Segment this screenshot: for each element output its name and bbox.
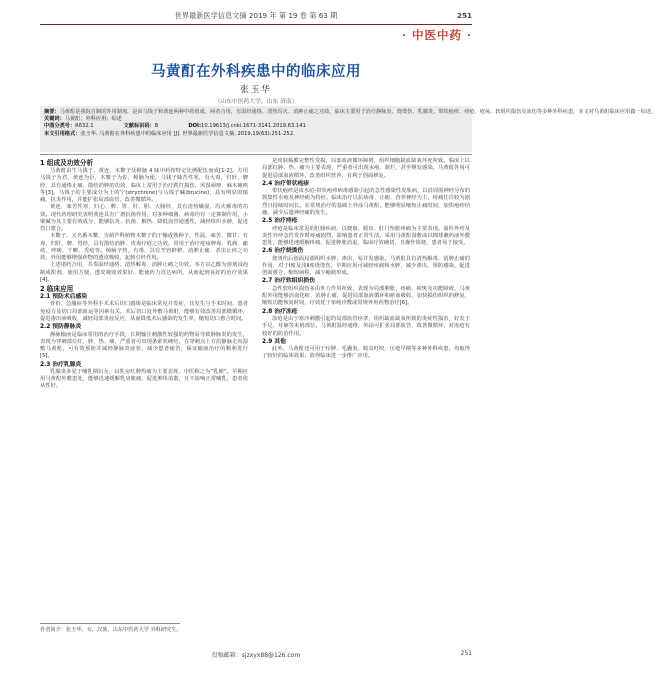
subsection-heading: 2.3 治疗乳腺炎: [40, 361, 82, 368]
paragraph: 是皮肤黏膜完整性受损，局部血液循环障碍，组织细胞缺血缺氧坏死所致。临床上以局部红肿、热、痛为主要表现，严重者可出现水疱、溃烂，甚至继发感染。马黄酊外用可促进局部血液循环，改善组织营养，有利于创面修复。: [262, 158, 470, 179]
journal-name: 世界最新医学信息文摘 2019 年 第 19 卷 第 63 期: [174, 11, 338, 20]
running-header: [40, 11, 472, 23]
header-page-number: 251: [456, 11, 472, 20]
citation-label: 本文引用格式：: [44, 130, 81, 137]
section-heading: 2 临床应用: [40, 285, 74, 293]
citation-line: [44, 131, 468, 138]
footnote-rule: [40, 623, 180, 624]
subsection-heading: 2.1 预防术后感染: [40, 294, 88, 300]
paragraph: 骨折、急腹症等外科手术术后切口感染是临床常见并发症，其发生与手术时间、患者免疫力及切口局部血运等因素有关。术后切口处外敷马黄酊，能够有效改善局部微循环，促进渗出液吸收，减轻局部炎症反应，从而降低术后感染的发生率，缩短切口愈合时间。: [40, 301, 248, 322]
subsection-heading: 2.6 治疗烧烫伤: [262, 248, 304, 255]
clc-value: R632.1: [75, 123, 94, 130]
paragraph: 静脉输液是临床常用的治疗手段，长期输注刺激性较强的药物易导致静脉炎的发生，表现为穿刺部位红、肿、热、痛，严重者可出现条索状硬结。在穿刺点上方沿静脉走向湿敷马黄酊，可有效预防并减轻静脉炎症状，减少患者痛苦，保证输液治疗的顺利进行[5]。: [40, 331, 248, 360]
doc-code-value: B: [154, 123, 159, 130]
paragraph: 乳腺炎多见于哺乳期妇女，以乳房红肿热痛为主要表现，中医称之为“乳痈”。早期应用马黄酊外敷患处，能够迅速缓解乳房胀痛，促进肿块消散，且不影响正常哺乳，患者依从性好。: [40, 368, 248, 390]
article-title: 马黄酊在外科疾患中的临床应用: [151, 64, 361, 80]
column-label: [402, 27, 472, 43]
paragraph: 急性软组织损伤多由外力作用所致，表现为局部肿胀、疼痛、瘀斑及功能障碍。马黄酊外用能够活血化瘀、消肿止痛，促进局部血液循环和瘀血吸收，加快损伤组织的修复，缩短功能恢复时间，疗效优于单纯冷敷或常规外用药物治疗[6]。: [262, 285, 470, 307]
doi-label: DOI:: [188, 123, 202, 130]
paragraph: 带状疱疹是由水痘-带状疱疹病毒感染引起的急性感染性皮肤病，以沿周围神经分布的簇集性水疱及神经痛为特征。临床治疗以抗病毒、止痛、营养神经为主，疼痛往往较为剧烈且持续时间长。在常规治疗的基础上外涂马黄酊，能够明显缩短止痛时间，加快疱疹结痂，减少后遗神经痛的发生。: [262, 188, 470, 216]
column-label-text: 中医中药: [411, 28, 462, 42]
paragraph: 马黄酊由生马钱子、黄连、木鳖子及樟脑 4 味中药按特定比例配伍而成[1-2]。方用马钱子为君，黄连为臣，木鳖子为佐，樟脑为使。马钱子味苦性寒，有大毒，归肝、脾经，具有通络止痛，散结消肿的功效，临床上常用于治疗跌打损伤、风湿顽痹、麻木瘫痪等[3]。马钱子的主要成分为士的宁(strychnine)与马钱子碱(brucine)，具有明显的镇痛、抗炎作用，并能扩张局部血管，改善微循环。: [40, 168, 248, 203]
paragraph: 上述诸药合用，共奏温经通络、清热解毒、消肿止痛之功效。本方以乙醇为溶剂浸泡制成酊剂，使用方便，透皮吸收效果好，能使药力直达病所，从而起到良好的治疗效果[4]。: [40, 262, 248, 283]
header-rule: [40, 24, 472, 25]
paragraph: 木鳖子，又名番木鳖，为葫芦科植物木鳖子的干燥成熟种子，性温，味苦、微甘，有毒，归肝、脾、胃经，具有散结消肿、攻毒疗疮之功效。常用于治疗疮疡肿毒、乳痈、瘰疬、痔瘘、干癣、秃疮等。樟脑辛热，有毒，具有开窍辟秽、消肿止痛、杀虫止痒之功效，外用能够增强药物的透皮吸收，起到引经作用。: [40, 233, 248, 261]
left-column: [40, 158, 248, 391]
subsection-heading: 2.4 治疗带状疱疹: [262, 180, 310, 187]
article-affiliation: （山东中医药大学，山东 济南）: [214, 99, 298, 105]
citation-text: 张玉华. 马黄酊在外科疾患中的临床应用 [J]. 世界最新医学信息文摘, 2019,19(63):251-252.: [80, 130, 295, 137]
abstract-box: [40, 106, 656, 152]
abstract-label: 摘要：: [44, 109, 60, 115]
keywords-label: 关键词：: [44, 116, 65, 123]
page-footer: [40, 650, 472, 660]
subsection-heading: 2.7 治疗软组织损伤: [262, 278, 315, 285]
subsection-heading: 2.8 治疗冻疮: [262, 308, 298, 315]
right-column: [262, 158, 470, 361]
clc-label: 中图分类号：: [44, 123, 76, 130]
article-author: 张玉华: [240, 85, 272, 95]
submission-email: 投稿邮箱：sjzxyx88@126.com: [211, 652, 301, 659]
paragraph: 黄连，味苦性寒，归心、脾、胃、肝、胆、大肠经，具有清热燥湿，泻火解毒的功效。现代药理研究表明黄连具有广谱抗菌作用，对多种细菌、病毒均有一定抑制作用，小檗碱为其主要有效成分，能够抗炎、抗菌、解热、降低血管通透性，减轻组织水肿，促进伤口愈合。: [40, 204, 248, 232]
section-heading: 1 组成及功效分析: [40, 159, 94, 167]
paragraph: 痔疮是临床常见的肛肠疾病，以便血、脱出、肛门坠胀疼痛为主要表现。血栓外痔及炎性外痔急性发作时疼痛剧烈，影响患者正常生活。采用马黄酊湿敷或以棉球蘸药液外敷患处，能够迅速缓解疼痛，促进肿胀消退，临床疗效确切，且操作简便，患者易于接受。: [262, 225, 470, 247]
subsection-heading: 2.9 其他: [262, 338, 286, 345]
bullet-icon: ·: [461, 28, 472, 42]
doi-value: 10.19613/j.cnki.1671-3141.2019.63.141: [201, 123, 306, 130]
doc-code-label: 文献标识码：: [123, 123, 155, 130]
paragraph: 此外，马黄酊还可用于疖肿、毛囊炎、蚊虫叮咬、压疮早期等多种外科疾患，均取得了较好的临床效果，值得临床进一步推广应用。: [262, 346, 470, 360]
abstract-rule: [40, 154, 472, 155]
keywords: 马黄酊；外科应用；综述: [64, 116, 122, 123]
author-footnote: 作者简介：张玉华，女，汉族，山东中医药大学 外科研究生。: [40, 627, 182, 633]
paragraph: 冻疮是由于寒冷刺激引起的局部血管痉挛、组织缺血缺氧所致的炎症性损害，好发于手足、耳廓等末梢部位。马黄酊温经通络，外涂可扩张局部血管，改善微循环，对冻疮有较好的防治作用。: [262, 316, 470, 337]
footer-page-number: 251: [460, 650, 472, 657]
bullet-icon: ·: [401, 28, 412, 42]
abstract-text: 马黄酊是我院自制的外用制剂，是由马钱子和黄连两种中药组成，两者合用，有温经通络、清热泻火、消肿止痛之功效，临床主要用于治疗静脉炎、烧烫伤、乳腺炎、带状疱疹、痔疮、疮疡、软组织损伤及冻伤等多种外科疾患，本文对马黄酊临床应用做一综述。: [59, 109, 656, 115]
subsection-heading: 2.2 预防静脉炎: [40, 324, 82, 331]
classification-line: [44, 123, 468, 130]
paragraph: 烧烫伤后创面局部组织水肿、渗出，易并发感染。马黄酊具有清热解毒、消肿止痛的作用，对于Ⅰ度及浅Ⅱ度烧烫伤，早期应用可减轻疼痛和水肿，减少渗出，预防感染，促进创面愈合，缩短病程，减少瘢痕形成。: [262, 255, 470, 277]
subsection-heading: 2.5 治疗痔疮: [262, 218, 298, 225]
